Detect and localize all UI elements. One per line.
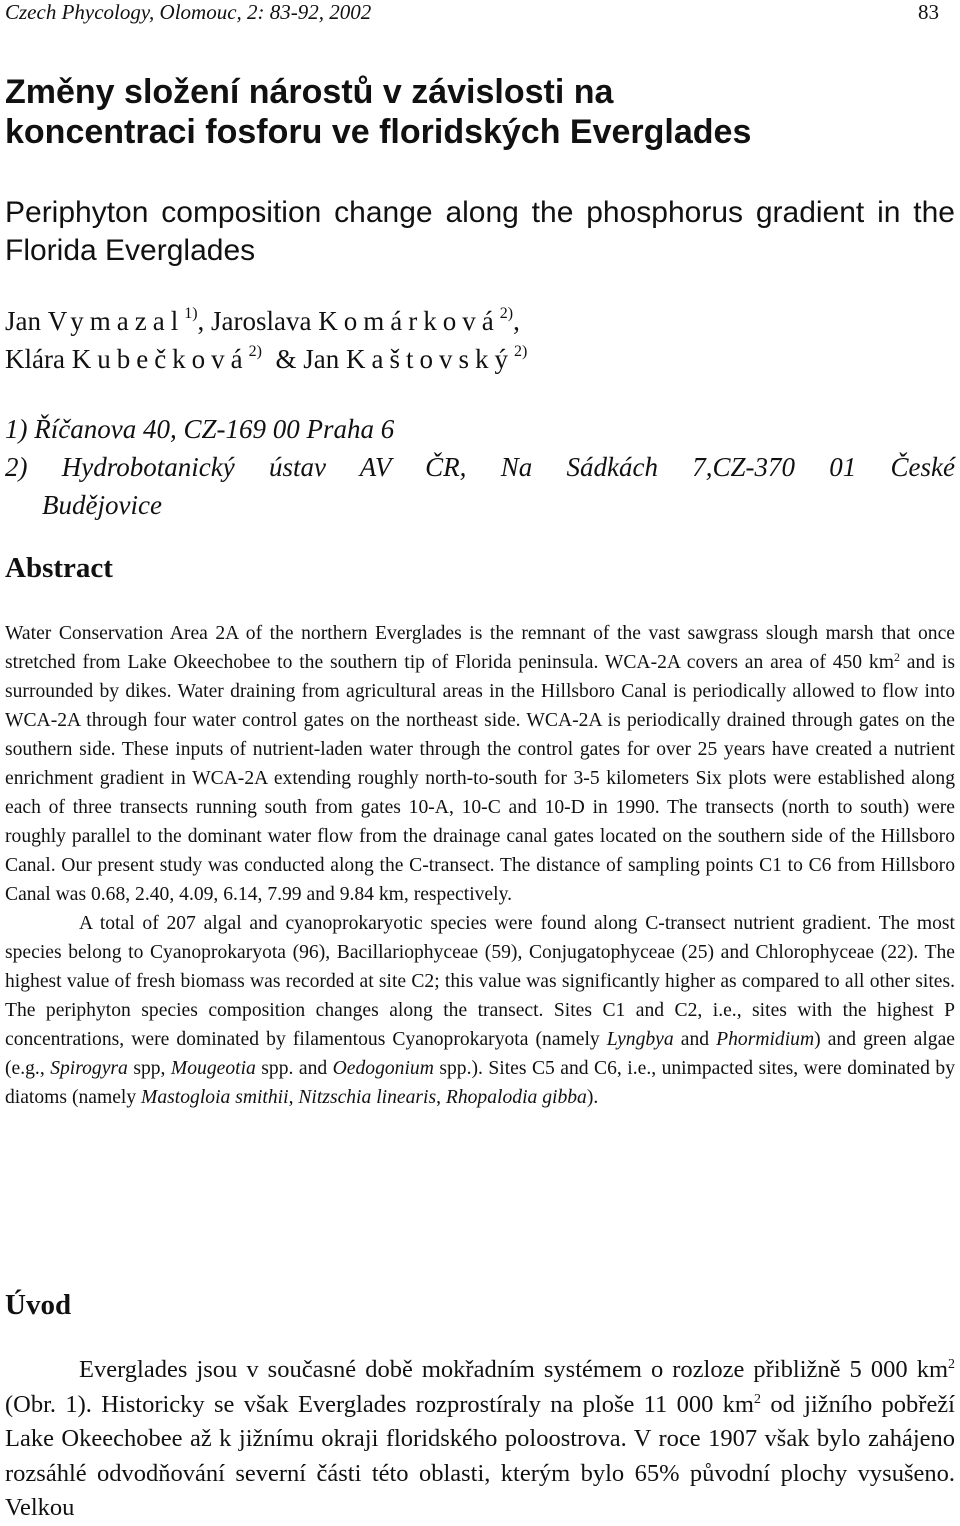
affiliation-1: 1) Říčanova 40, CZ-169 00 Praha 6 xyxy=(5,414,395,444)
author-3-first-name: Klára xyxy=(5,344,65,374)
title-czech xyxy=(5,72,955,152)
body-text: (Obr. 1). Historicky se však Everglades rozprostíraly na ploše 11 000 km xyxy=(5,1390,754,1418)
author-3-affiliation-mark: 2) xyxy=(248,343,262,360)
taxon-name: Phormidium xyxy=(716,1029,815,1050)
abstract-text: Water Conservation Area 2A of the northern Everglades is the remnant of the vast sawgrass slough marsh that once stretched from Lake Okeechobee to the southern tip of Florida peninsula. WCA-2A covers an area of 450 km xyxy=(5,623,955,673)
abstract-text: , xyxy=(288,1087,299,1108)
author-ampersand: & xyxy=(275,344,297,374)
author-4-last-name: Kaštovský xyxy=(346,344,515,374)
author-line-2 xyxy=(5,340,955,378)
author-2-last-name: Komárková xyxy=(318,306,500,336)
affiliations xyxy=(5,410,955,524)
author-1-last-name: Vymazal xyxy=(47,306,185,336)
abstract-paragraph-1 xyxy=(5,619,955,909)
author-3-last-name: Kubečková xyxy=(71,344,249,374)
author-2-first-name: Jaroslava xyxy=(211,306,312,336)
abstract-text: spp, xyxy=(127,1058,171,1079)
taxon-name: Mougeotia xyxy=(170,1058,256,1079)
running-header xyxy=(5,0,955,28)
body-text: Everglades jsou v současné době mokřadním systémem o rozloze přibližně 5 000 km xyxy=(79,1356,948,1383)
superscript: 2 xyxy=(893,650,900,664)
title-czech-line-1: Změny složení nárostů v závislosti na xyxy=(5,73,614,111)
author-separator: , xyxy=(197,306,205,336)
taxon-name: Spirogyra xyxy=(50,1058,128,1079)
superscript: 2 xyxy=(754,1391,761,1407)
taxon-name: Oedogonium xyxy=(332,1058,434,1079)
abstract-text: A total of 207 algal and cyanoprokaryotic species were found along C-transect nutrient gradient. The most species belong to Cyanoprokaryota (96), Bacillariophyceae (59), Conjugatophyceae (25) and Chlorophyceae (22). The highest value of fresh biomass was recorded at site C2; this value was significantly higher as compared to all other sites. The periphyton species composition changes along the transect. Sites C1 and C2, i.e., sites with the highest P concentrations, were dominated by filamentous Cyanoprokaryota (namely xyxy=(5,913,955,1050)
abstract-heading: Abstract xyxy=(5,552,113,584)
abstract-text: spp.). Sites C5 and C6, i.e., unimpacted sites, were dominated by diatoms (namely xyxy=(5,1058,955,1108)
abstract-text: spp. and xyxy=(255,1058,333,1079)
abstract-text: ). xyxy=(586,1087,599,1108)
affiliation-2-continued: Budějovice xyxy=(42,490,162,520)
superscript: 2 xyxy=(948,1357,955,1372)
taxon-name: Nitzschia linearis xyxy=(298,1087,437,1108)
author-4-affiliation-mark: 2) xyxy=(514,343,528,360)
author-1-affiliation-mark: 1) xyxy=(184,305,198,322)
abstract-text: ) and green algae (e.g., xyxy=(5,1029,955,1079)
title-english: Periphyton composition change along the phosphorus gradient in the Florida Everglades xyxy=(5,196,955,267)
author-2-affiliation-mark: 2) xyxy=(499,305,514,322)
abstract-body xyxy=(5,619,955,1112)
title-czech-line-2: koncentraci fosforu ve floridských Everglades xyxy=(5,113,752,151)
introduction-heading: Úvod xyxy=(5,1289,72,1321)
author-4-first-name: Jan xyxy=(303,344,340,374)
taxon-name: Mastogloia smithii xyxy=(141,1087,289,1108)
journal-citation: Czech Phycology, Olomouc, 2: 83-92, 2002 xyxy=(5,0,372,24)
abstract-text: and is surrounded by dikes. Water draining from agricultural areas in the Hillsboro Canal is periodically allowed to flow into WCA-2A through four water control gates on the northeast side. WCA-2A is periodically drained through gates on the southern side. These inputs of nutrient-laden water through the control gates for over 25 years have created a nutrient enrichment gradient in WCA-2A extending roughly north-to-south for 3-5 kilometers Six plots were established along each of three transects running south from gates 10-A, 10-C and 10-D in 1990. The transects (north to south) were roughly parallel to the dominant water flow from the drainage canal gates located on the southern side of the Hillsboro Canal. Our present study was conducted along the C-transect. The distance of sampling points C1 to C6 from Hillsboro Canal was 0.68, 2.40, 4.09, 6.14, 7.99 and 9.84 km, respectively. xyxy=(5,652,955,905)
page-number: 83 xyxy=(918,0,939,24)
abstract-text: , xyxy=(436,1087,446,1108)
taxon-name: Lyngbya xyxy=(606,1029,674,1050)
author-1-first-name: Jan xyxy=(5,306,41,336)
author-separator: , xyxy=(513,306,520,336)
taxon-name: Rhopalodia gibba xyxy=(445,1087,587,1108)
introduction-paragraph xyxy=(5,1353,955,1526)
abstract-text: and xyxy=(673,1029,717,1050)
author-line-1 xyxy=(5,302,955,340)
body-text: od jižního pobřeží Lake Okeechobee až k jižnímu okraji floridského poloostrova. V roce 1907 však bylo zahájeno rozsáhlé odvodňování severní části této oblasti, kterým bylo 65% původní plochy vysušeno. Velkou xyxy=(5,1390,955,1521)
affiliation-2: 2) Hydrobotanický ústav AV ČR, Na Sádkách 7,CZ-370 01 České xyxy=(5,452,955,482)
abstract-paragraph-2 xyxy=(5,909,955,1112)
author-list xyxy=(5,302,955,378)
